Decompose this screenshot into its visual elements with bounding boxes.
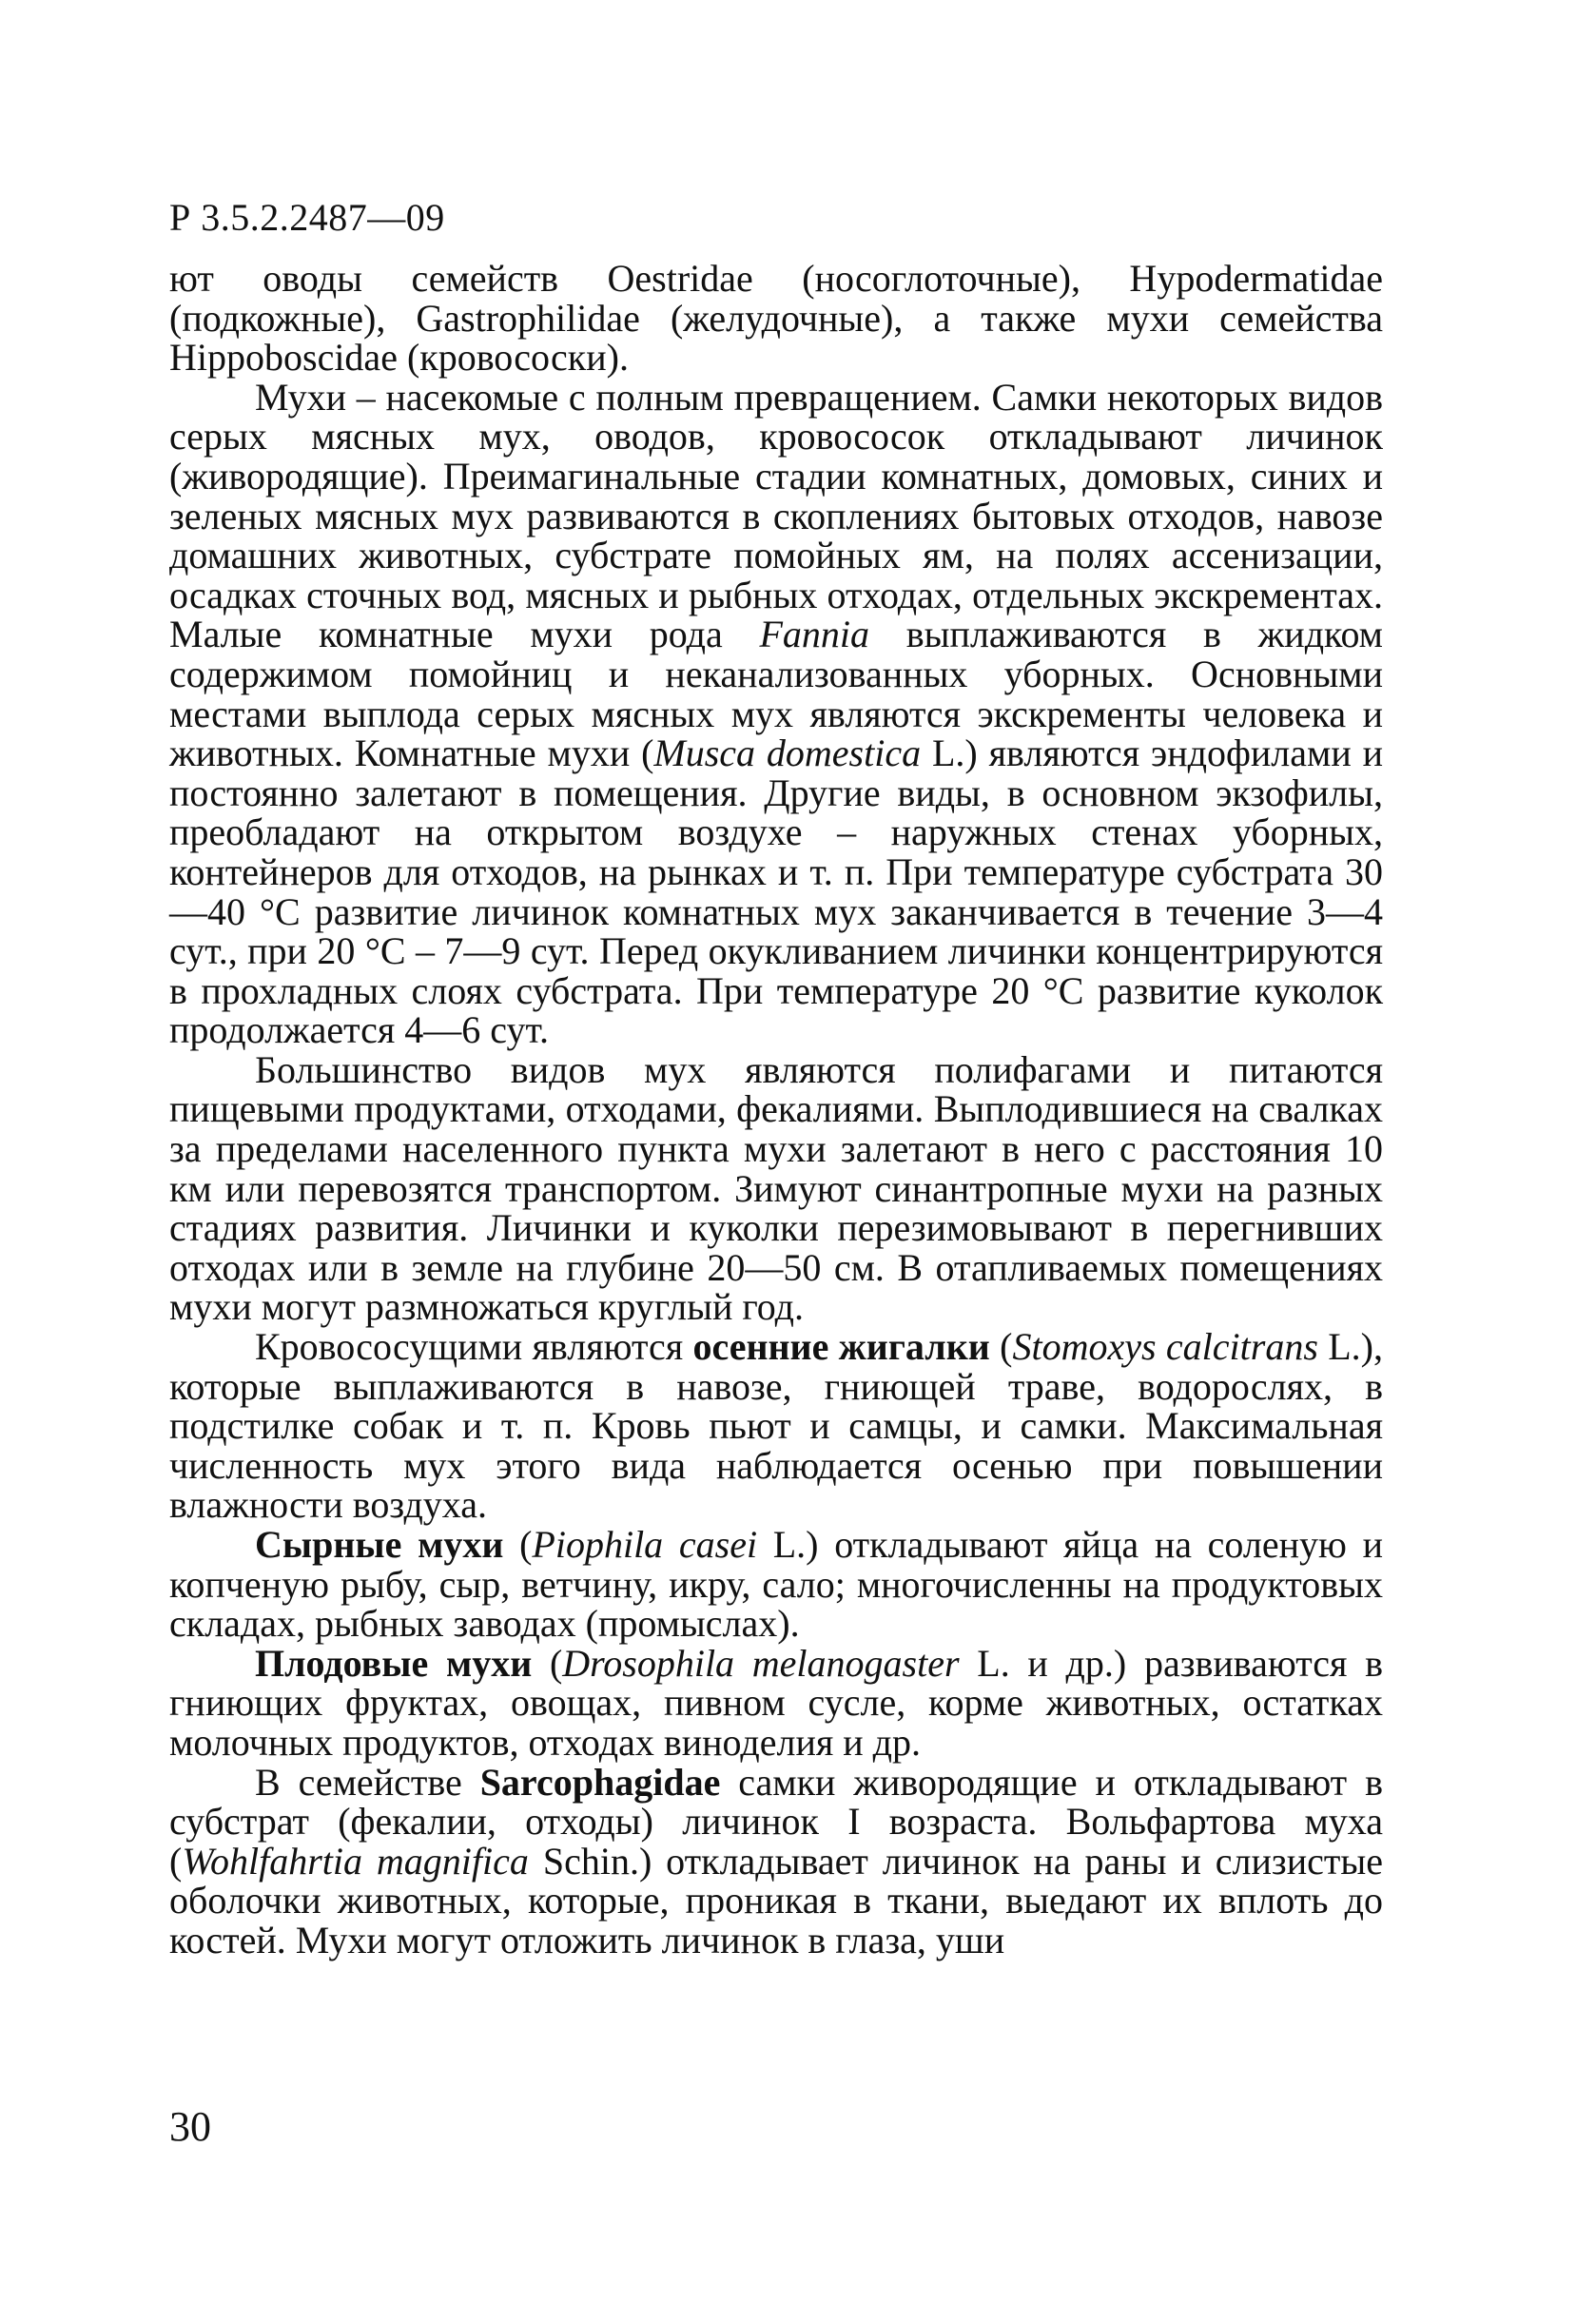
text-run: L.) являются эндофилами и постоянно залетают в помещения. Другие виды, в основном экзофилы, преобладают на открытом воздухе – наружных стенах уборных, контейнеров для отходов, на рынках и т. п. При температуре субстрата 30—40 °С развитие личинок комнатных мух заканчивается в течение 3—4 сут., при 20 °С – 7—9 сут. Перед окукливанием личинки концентрируются в прохладных слоях субстрата. При температуре 20 °С развитие куколок продолжается 4—6 сут.	[169, 732, 1384, 1052]
text-run: Мухи – насекомые с полным превращением. Самки некоторых видов серых мясных мух, оводов, кровососок откладывают личинок (живородящие). Преимагинальные стадии комнатных, домовых, синих и зеленых мясных мух развиваются в скоплениях бытовых отходов, навозе домашних животных, субстрате помойных ям, на полях ассенизации, осадках сточных вод, мясных и рыбных отходах, отдельных экскрементах. Малые комнатные мухи рода	[169, 375, 1383, 656]
paragraph	[169, 259, 1383, 378]
italic-term: Wohlfahrtia magnifica	[182, 1839, 529, 1883]
paragraph	[169, 1525, 1383, 1644]
page-number: 30	[169, 2103, 211, 2150]
bold-term: Сырные мухи	[255, 1523, 504, 1566]
text-run: В семействе	[255, 1760, 480, 1804]
bold-term: Плодовые мухи	[255, 1641, 533, 1685]
text-run: L. и др.) развиваются в гниющих фруктах, овощах, пивном сусле, корме животных, остатках молочных продуктов, отходах виноделия и др.	[169, 1641, 1383, 1764]
italic-term: Drosophila melanogaster	[562, 1641, 960, 1685]
text-run: самки живородящие и откладывают в субстрат (фекалии, отходы) личинок I возраста. Вольфартова муха (	[169, 1760, 1383, 1883]
bold-term: осенние жигалки	[692, 1325, 990, 1369]
italic-term: Fannia	[759, 613, 870, 656]
text-run: (	[503, 1523, 533, 1566]
paragraph	[169, 1760, 1383, 1961]
text-run: выплаживаются в жидком содержимом помойниц и неканализованных уборных. Основными местами выплода серых мясных мух являются экскременты человека и животных. Комнатные мухи (	[169, 613, 1383, 775]
text-run: L.) откладывают яйца на соленую и копченую рыбу, сыр, ветчину, икру, сало; многочисленны на продуктовых складах, рыбных заводах (промыслах).	[169, 1523, 1384, 1646]
paragraph	[169, 1047, 1383, 1329]
text-run: L.), которые выплаживаются в навозе, гниющей траве, водорослях, в подстилке собак и т. п. Кровь пьют и самцы, и самки. Максимальная численность мух этого вида наблюдается осенью при повышении влажности воздуха.	[169, 1325, 1383, 1527]
text-run: Schin.) откладывает личинок на раны и слизистые оболочки животных, которые, проникая в ткани, выедают их вплоть до костей. Мухи могут отложить личинок в глаза, уши	[169, 1839, 1383, 1961]
text-run: ют оводы семейств Oestridae (носоглоточные), Hypodermatidae (подкожные), Gastrophilidae (желудочные), а также мухи семейства Hippoboscidae (кровососки).	[169, 257, 1383, 380]
text-run: (	[989, 1325, 1013, 1369]
italic-term: Stomoxys calcitrans	[1012, 1325, 1318, 1369]
text-run: (	[532, 1641, 563, 1685]
bold-term: Sarcophagidae	[479, 1760, 721, 1804]
italic-term: Piophila casei	[532, 1523, 758, 1566]
body-text	[169, 259, 1383, 1961]
paragraph	[169, 375, 1384, 1052]
paragraph	[169, 1641, 1383, 1764]
paragraph	[169, 1327, 1383, 1525]
italic-term: Musca domestica	[653, 732, 922, 775]
document-code-header: Р 3.5.2.2487—09	[169, 196, 445, 239]
text-run: Большинство видов мух являются полифагами и питаются пищевыми продуктами, отходами, фекалиями. Выплодившиеся на свалках за пределами населенного пункта мухи залетают в него с расстояния 10 км или перевозятся транспортом. Зимуют синантропные мухи на разных стадиях развития. Личинки и куколки перезимовывают в перегнивших отходах или в земле на глубине 20—50 см. В отапливаемых помещениях мухи могут размножаться круглый год.	[169, 1047, 1383, 1329]
text-run: Кровососущими являются	[255, 1325, 693, 1369]
